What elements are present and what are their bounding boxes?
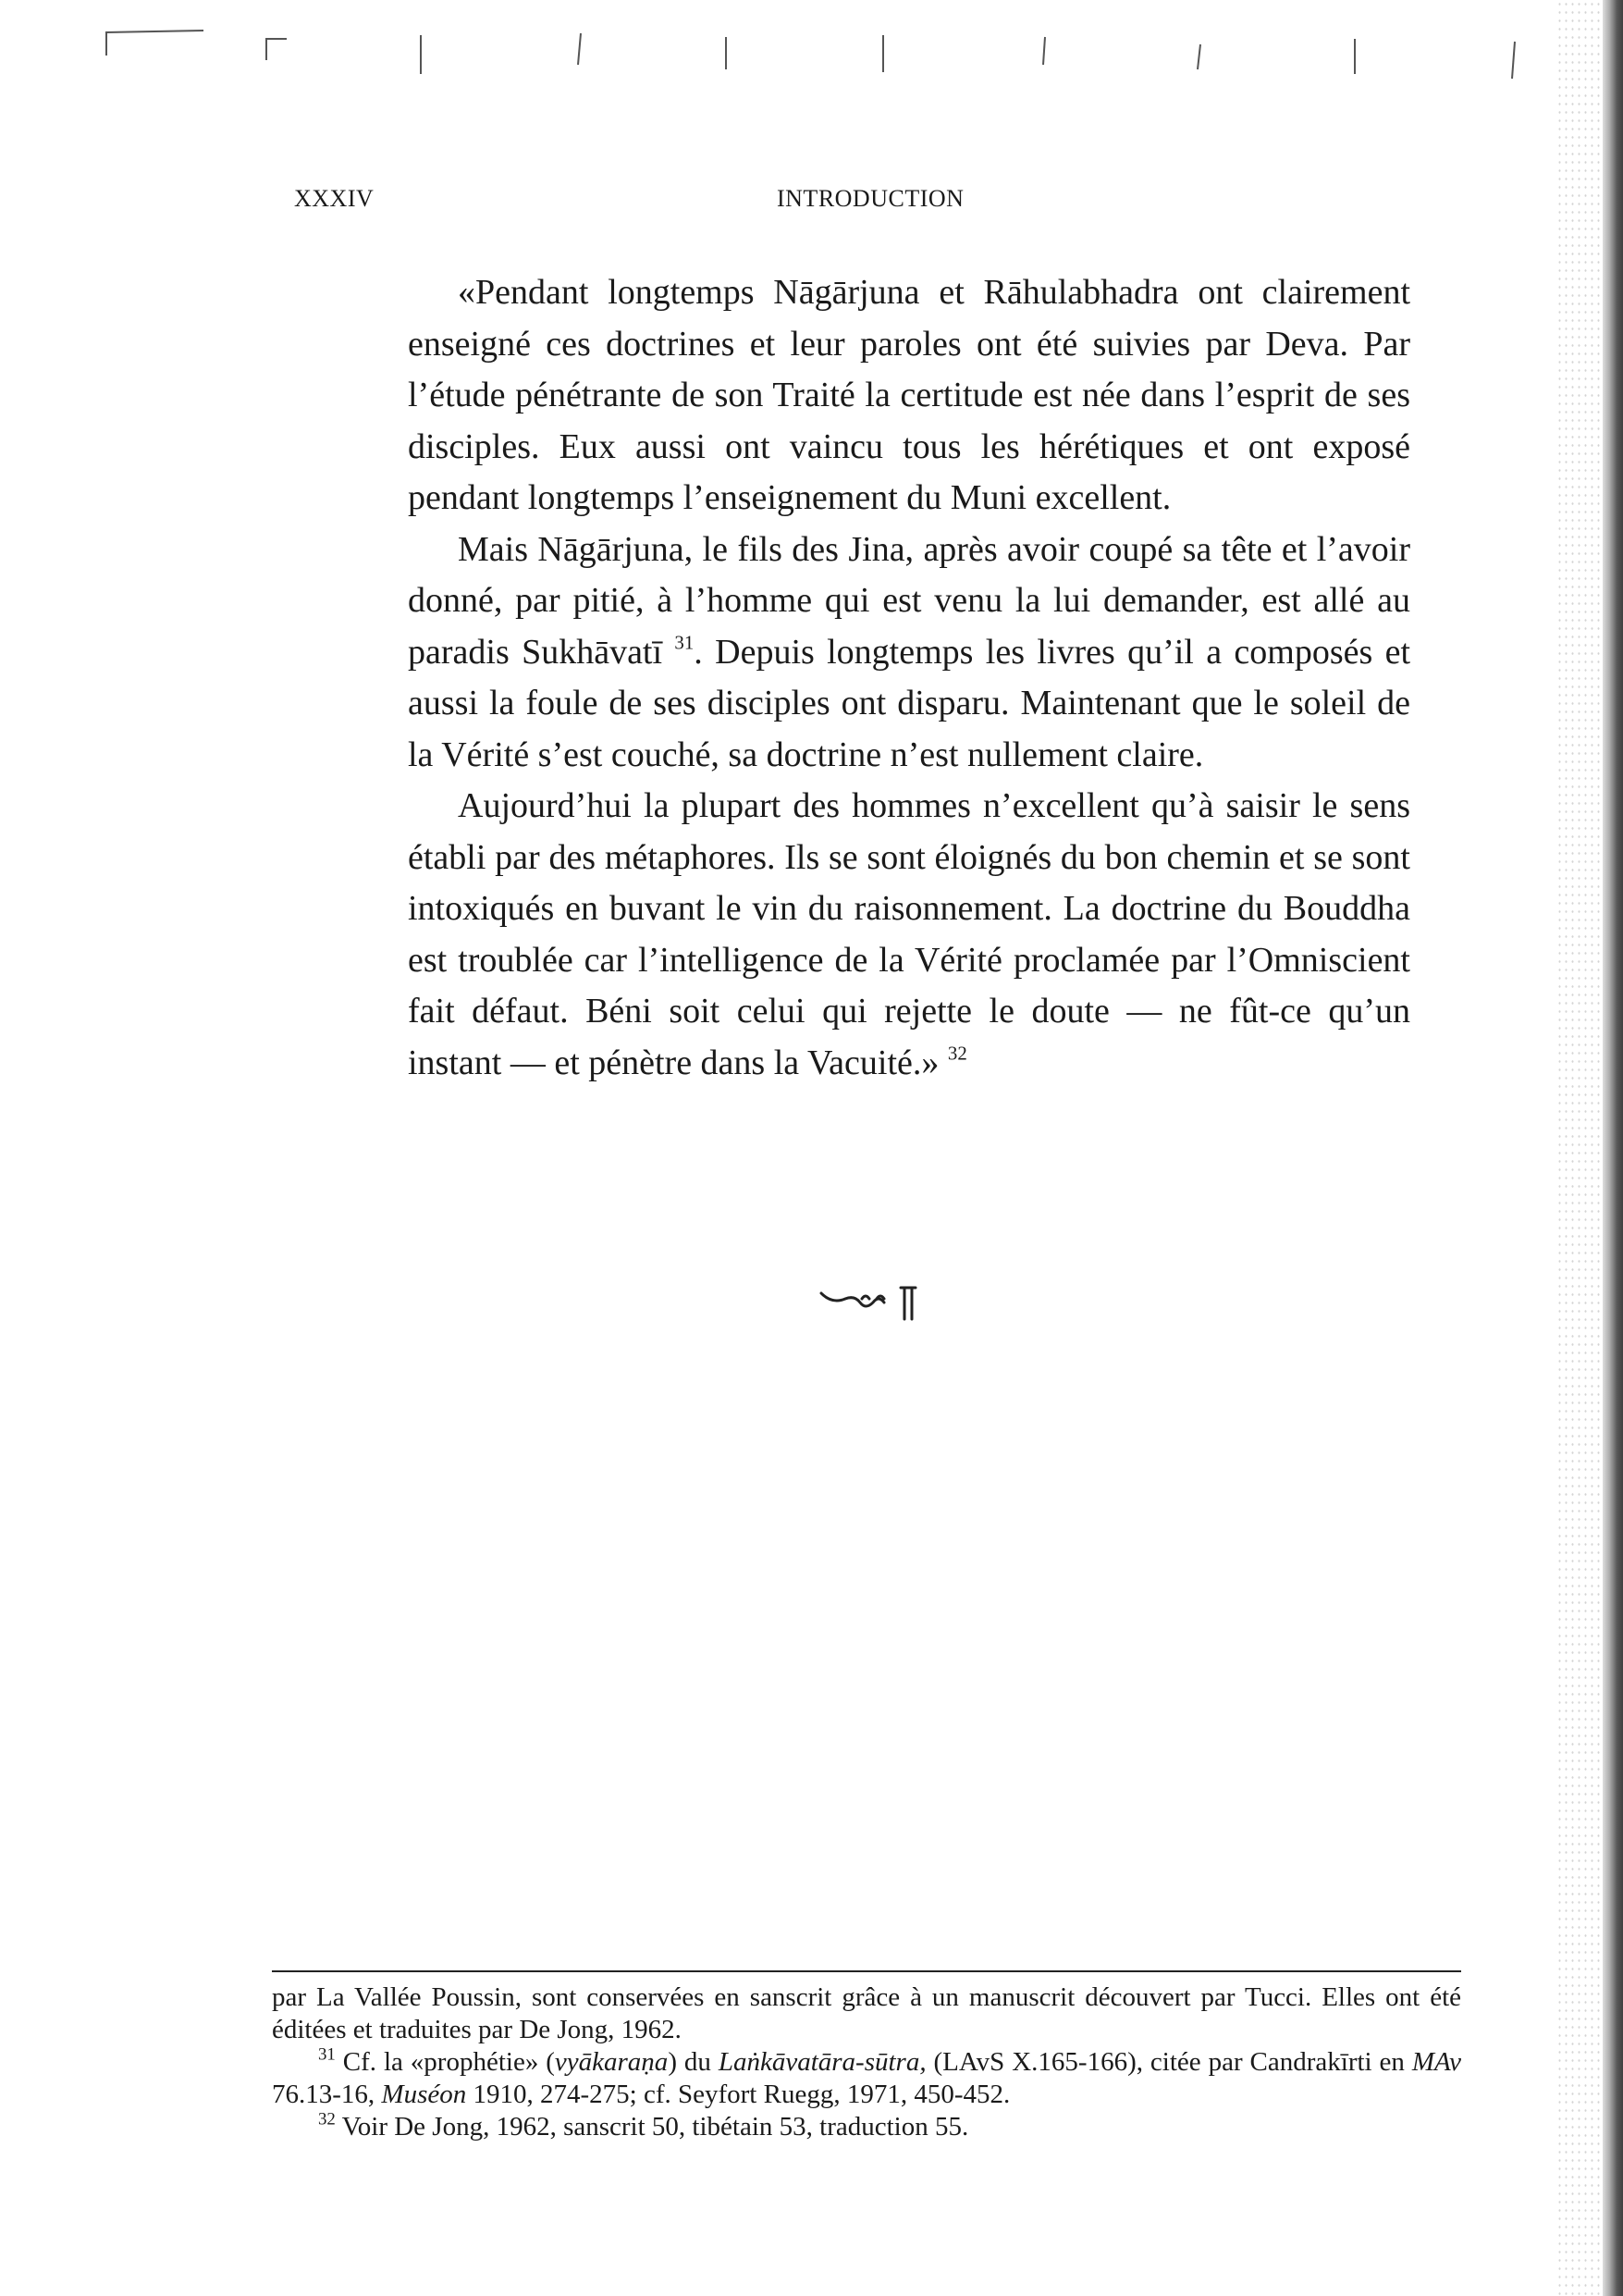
- footnote-ref-32: 32: [947, 1041, 967, 1064]
- paragraph-2-text-a: Mais Nāgārjuna, le fils des Jina, après avoir coupé sa tête et l’avoir donné, par pitié, à l’homme qui est venu la lui demander, est allé au paradis Sukhāvatī: [408, 529, 1410, 672]
- footnote-32-mark: 32: [318, 2109, 336, 2129]
- scan-speckle: [1556, 0, 1603, 2296]
- section-end-ornament-icon: [814, 1277, 934, 1323]
- footnote-31-italic: MAv: [1411, 2047, 1461, 2077]
- scan-binding-edge: [1603, 0, 1623, 2296]
- paragraph-3-text: Aujourd’hui la plupart des hommes n’excellent qu’à saisir le sens établi par des métaphores. Ils se sont éloignés du bon chemin et se sont intoxiqués en buvant le vin du raisonnement. La doctrine du Bouddha est troublée car l’intelligence de la Vérité proclamée par l’Omniscient fait défaut. Béni soit celui qui rejette le doute — ne fût-ce qu’un instant — et pénètre dans la Vacuité.»: [408, 786, 1410, 1082]
- paragraph-2: [408, 525, 1410, 782]
- footnote-ref-31: 31: [674, 630, 695, 653]
- scan-edge-marks: [102, 28, 1544, 83]
- footnote-31-italic: Muséon: [381, 2080, 467, 2109]
- footnote-31-text: 76.13-16,: [272, 2080, 382, 2109]
- footnote-31-italic: vyākaraṇa: [554, 2047, 669, 2077]
- footnote-31-italic: Laṅkāvatāra-sūtra,: [718, 2047, 927, 2077]
- footnote-31-text: 1910, 274-275; cf. Seyfort Ruegg, 1971, 450-452.: [466, 2080, 1011, 2109]
- footnote-31-text: (LAvS X.165-166), citée par Candrakīrti en: [926, 2047, 1412, 2077]
- footnote-rule: [272, 1970, 1461, 1972]
- footnote-31: [272, 2046, 1461, 2111]
- footnote-31-mark: 31: [318, 2044, 336, 2065]
- footnote-31-text: ) du: [668, 2047, 719, 2077]
- footnote-32: [272, 2111, 1461, 2143]
- main-text: [408, 267, 1410, 1089]
- page-number: XXXIV: [294, 185, 375, 212]
- paragraph-1: «Pendant longtemps Nāgārjuna et Rāhulabhadra ont clairement enseigné ces doctrines et leur paroles ont été suivies par Deva. Par l’étude pénétrante de son Traité la certitude est née dans l’esprit de ses disciples. Eux aussi ont vaincu tous les hérétiques et ont exposé pendant longtemps l’enseignement du Muni excellent.: [408, 273, 1410, 517]
- footnotes: [272, 1981, 1461, 2143]
- footnote-32-text: Voir De Jong, 1962, sanscrit 50, tibétain 53, traduction 55.: [335, 2112, 969, 2142]
- footnote-continuation: par La Vallée Poussin, sont conservées en sanscrit grâce à un manuscrit découvert par Tucci. Elles ont été éditées et traduites par De Jong, 1962.: [272, 1982, 1461, 2044]
- paragraph-3: [408, 781, 1410, 1089]
- running-head: [294, 185, 1219, 222]
- footnote-31-text: Cf. la «prophétie» (: [335, 2047, 555, 2077]
- paragraph-2-text-b: . Depuis longtemps les livres qu’il a composés et aussi la foule de ses disciples ont disparu. Maintenant que le soleil de la Vérité s’est couché, sa doctrine n’est nullement claire.: [408, 632, 1411, 774]
- running-title: INTRODUCTION: [777, 185, 965, 212]
